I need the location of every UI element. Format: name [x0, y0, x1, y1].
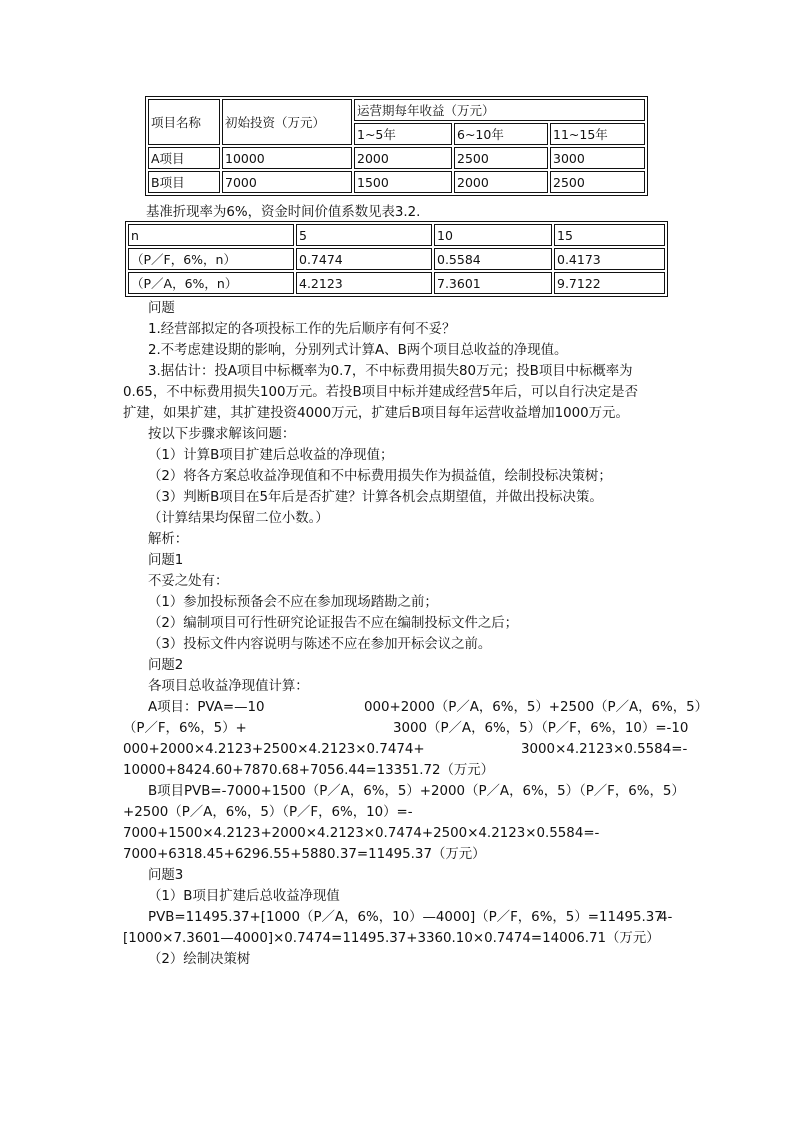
project-b-invest: 7000 [222, 171, 352, 193]
table-row [128, 272, 665, 294]
project-b-name: B项目 [148, 171, 220, 193]
header-10: 10 [434, 224, 552, 246]
project-a-invest: 10000 [222, 147, 352, 169]
answer-3-step-1: （1）B项目扩建后总收益净现值 [148, 889, 340, 904]
analysis-heading: 解析： [148, 532, 189, 547]
question-2: 2.不考虑建设期的影响，分别列式计算A、B两个项目总收益的净现值。 [148, 343, 568, 358]
pva-line-3a: 000+2000×4.2123+2500×4.2123×0.7474+ [123, 742, 425, 757]
pva-line-2a: （P／F，6%，5）+ [123, 721, 247, 736]
pa-15: 9.7122 [554, 272, 665, 294]
pvb-line-3: 7000+1500×4.2123+2000×4.2123×0.7474+2500×4.2123×0.5584=- [123, 826, 600, 841]
header-5: 5 [296, 224, 432, 246]
pva-line-2b: 3000（P／A，6%，5）（P／F，6%，10）=-10 [393, 721, 689, 736]
pa-10: 7.3601 [434, 272, 552, 294]
question-3-line-2: 0.65，不中标费用损失100万元。若投B项目中标并建成经营5年后，可以自行决定是否 [123, 385, 638, 400]
answer-2-heading: 问题2 [148, 658, 184, 673]
improper-1: （1）参加投标预备会不应在参加现场踏勘之前； [148, 595, 438, 610]
project-b-v2: 2000 [454, 171, 548, 193]
project-a-name: A项目 [148, 147, 220, 169]
npv-intro: 各项目总收益净现值计算： [148, 679, 309, 694]
pva-line-1a: A项目：PVA=—10 [148, 700, 265, 715]
pvb-line-2: +2500（P／A，6%，5）（P／F，6%，10）=- [123, 805, 413, 820]
factor-table [125, 221, 668, 297]
discount-rate-caption: 基准折现率为6%，资金时间价值系数见表3.2. [146, 205, 421, 220]
project-b-v1: 1500 [354, 171, 452, 193]
pva-line-3b: 3000×4.2123×0.5584=- [521, 742, 688, 757]
pa-5: 4.2123 [296, 272, 432, 294]
question-3-line-1: 3.据估计：投A项目中标概率为0.7，不中标费用损失80万元；投B项目中标概率为 [148, 364, 633, 379]
header-n: n [128, 224, 294, 246]
project-a-v2: 2500 [454, 147, 548, 169]
header-period-1: 1~5年 [354, 123, 452, 145]
table-row [128, 248, 665, 270]
pva-line-4: 10000+8424.60+7870.68+7056.44=13351.72（万元） [123, 763, 495, 778]
project-a-v3: 3000 [550, 147, 645, 169]
pf-label: （P／F，6%，n） [128, 248, 294, 270]
question-1: 1.经营部拟定的各项投标工作的先后顺序有何不妥？ [148, 322, 456, 337]
improper-2: （2）编制项目可行性研究论证报告不应在编制投标文件之后； [148, 616, 519, 631]
step-3: （3）判断B项目在5年后是否扩建？计算各机会点期望值，并做出投标决策。 [148, 490, 603, 505]
pf-15: 0.4173 [554, 248, 665, 270]
answer-3-heading: 问题3 [148, 868, 184, 883]
pf-5: 0.7474 [296, 248, 432, 270]
header-period-3: 11~15年 [550, 123, 645, 145]
pva-line-1b: 000+2000（P／A，6%，5）+2500（P／A，6%，5） [364, 700, 709, 715]
table-row [148, 171, 645, 193]
step-2: （2）将各方案总收益净现值和不中标费用损失作为损益值，绘制投标决策树； [148, 469, 612, 484]
pvb-line-1: B项目PVB=-7000+1500（P／A，6%，5）+2000（P／A，6%，5）（P／F，6%，5） [148, 784, 685, 799]
header-annual-income: 运营期每年收益（万元） [354, 99, 645, 121]
precision-note: （计算结果均保留二位小数。） [148, 511, 329, 526]
pa-label: （P／A，6%，n） [128, 272, 294, 294]
answer-3-step-2: （2）绘制决策树 [148, 952, 251, 967]
header-project-name: 项目名称 [148, 99, 220, 145]
question-heading: 问题 [148, 301, 175, 316]
project-b-v3: 2500 [550, 171, 645, 193]
table-row [148, 147, 645, 169]
question-3-line-3: 扩建，如果扩建，其扩建投资4000万元，扩建后B项目每年运营收益增加1000万元。 [123, 406, 629, 421]
expansion-line-1b: 4- [659, 910, 673, 925]
header-period-2: 6~10年 [454, 123, 548, 145]
improper-3: （3）投标文件内容说明与陈述不应在参加开标会议之前。 [148, 637, 492, 652]
investment-table [145, 96, 648, 196]
pf-10: 0.5584 [434, 248, 552, 270]
answer-1-heading: 问题1 [148, 553, 184, 568]
pvb-line-4: 7000+6318.45+6296.55+5880.37=11495.37（万元） [123, 847, 486, 862]
improper-points: 不妥之处有： [148, 574, 229, 589]
step-1: （1）计算B项目扩建后总收益的净现值； [148, 448, 394, 463]
header-15: 15 [554, 224, 665, 246]
expansion-line-1a: PVB=11495.37+[1000（P／A，6%，10）—4000]（P／F，6%，5）=11495.37 [148, 910, 663, 925]
project-a-v1: 2000 [354, 147, 452, 169]
header-initial-investment: 初始投资（万元） [222, 99, 352, 145]
expansion-line-2: [1000×7.3601—4000]×0.7474=11495.37+3360.10×0.7474=14006.71（万元） [123, 931, 660, 946]
steps-intro: 按以下步骤求解该问题： [148, 427, 296, 442]
